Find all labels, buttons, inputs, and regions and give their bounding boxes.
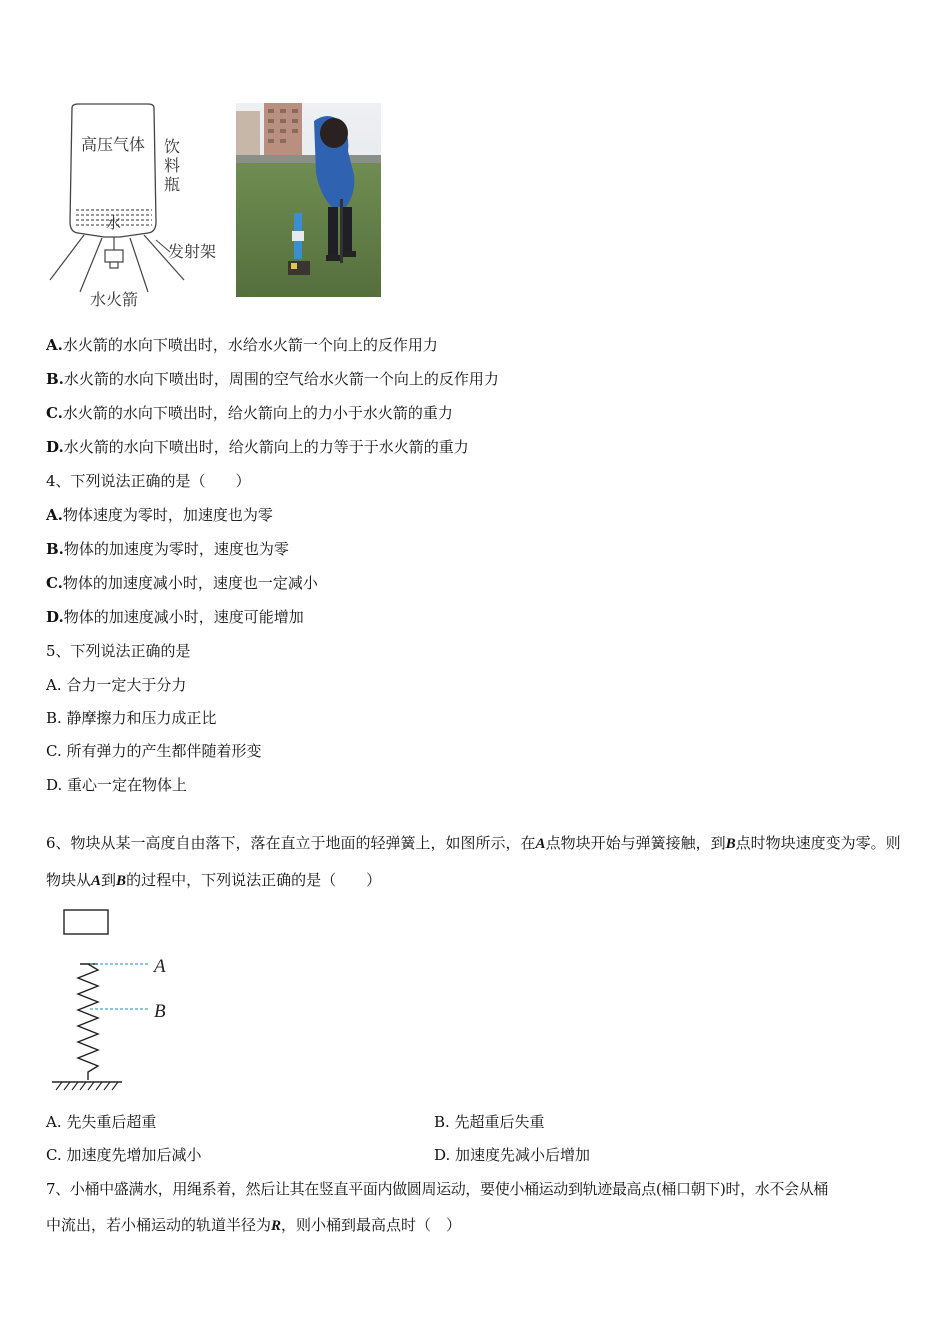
spring-block-figure bbox=[50, 906, 190, 1092]
q4-option-b[interactable]: B.物体的加速度为零时，速度也为零 bbox=[46, 540, 289, 558]
q4-option-d[interactable]: D.物体的加速度减小时，速度可能增加 bbox=[46, 608, 304, 626]
q4-option-a[interactable]: A.物体速度为零时，加速度也为零 bbox=[46, 506, 273, 524]
rocket-label: 水火箭 bbox=[90, 290, 139, 309]
spring bbox=[78, 964, 98, 1080]
q4-stem: 4、下列说法正确的是（ ） bbox=[46, 472, 251, 490]
q6-option-c[interactable]: C. 加速度先增加后减小 bbox=[46, 1146, 202, 1164]
q7-stem-line1: 7、小桶中盛满水，用绳系着，然后让其在竖直平面内做圆周运动，要使小桶运动到轨迹最高点(桶口朝下)时，水不会从桶 bbox=[46, 1180, 829, 1198]
q4-option-c[interactable]: C.物体的加速度减小时，速度也一定减小 bbox=[46, 574, 318, 592]
q6-option-d[interactable]: D. 加速度先减小后增加 bbox=[434, 1146, 591, 1164]
q3-option-b[interactable]: B.水火箭的水向下喷出时，周围的空气给水火箭一个向上的反作用力 bbox=[46, 370, 499, 388]
gas-label: 高压气体 bbox=[81, 135, 146, 154]
water-rocket-diagram bbox=[44, 100, 234, 312]
q6-stem: 6、物块从某一高度自由落下，落在直立于地面的轻弹簧上，如图所示，在A点物块开始与弹簧接触，到B点时物块速度变为零。则物块从A到B的过程中，下列说法正确的是（ ） bbox=[46, 834, 901, 889]
q3-option-a[interactable]: A.水火箭的水向下喷出时，水给水火箭一个向上的反作用力 bbox=[46, 336, 438, 354]
bottle-label-1: 饮 bbox=[164, 137, 181, 156]
q5-stem: 5、下列说法正确的是 bbox=[46, 642, 191, 660]
water-label: 水 bbox=[106, 214, 122, 232]
q6-option-a[interactable]: A. 先失重后超重 bbox=[46, 1113, 157, 1131]
q5-option-b[interactable]: B. 静摩擦力和压力成正比 bbox=[46, 709, 217, 727]
q6-option-b[interactable]: B. 先超重后失重 bbox=[434, 1113, 545, 1131]
water-rocket-launch-photo bbox=[236, 103, 381, 297]
q5-option-d[interactable]: D. 重心一定在物体上 bbox=[46, 776, 188, 794]
q5-option-a[interactable]: A. 合力一定大于分力 bbox=[46, 676, 187, 694]
block bbox=[64, 910, 108, 934]
bottle-label-2: 料 bbox=[164, 156, 181, 175]
bottle-label-3: 瓶 bbox=[164, 175, 181, 194]
q3-option-c[interactable]: C.水火箭的水向下喷出时，给火箭向上的力小于水火箭的重力 bbox=[46, 404, 453, 422]
q5-option-c[interactable]: C. 所有弹力的产生都伴随着形变 bbox=[46, 742, 262, 760]
q7-stem-line2: 中流出，若小桶运动的轨道半径为R，则小桶到最高点时（ ） bbox=[46, 1216, 462, 1234]
launcher-label: 发射架 bbox=[168, 242, 217, 261]
q3-option-d[interactable]: D.水火箭的水向下喷出时，给火箭向上的力等于于水火箭的重力 bbox=[46, 438, 469, 456]
point-b-label: B bbox=[154, 1001, 166, 1022]
point-a-label: A bbox=[154, 956, 166, 977]
